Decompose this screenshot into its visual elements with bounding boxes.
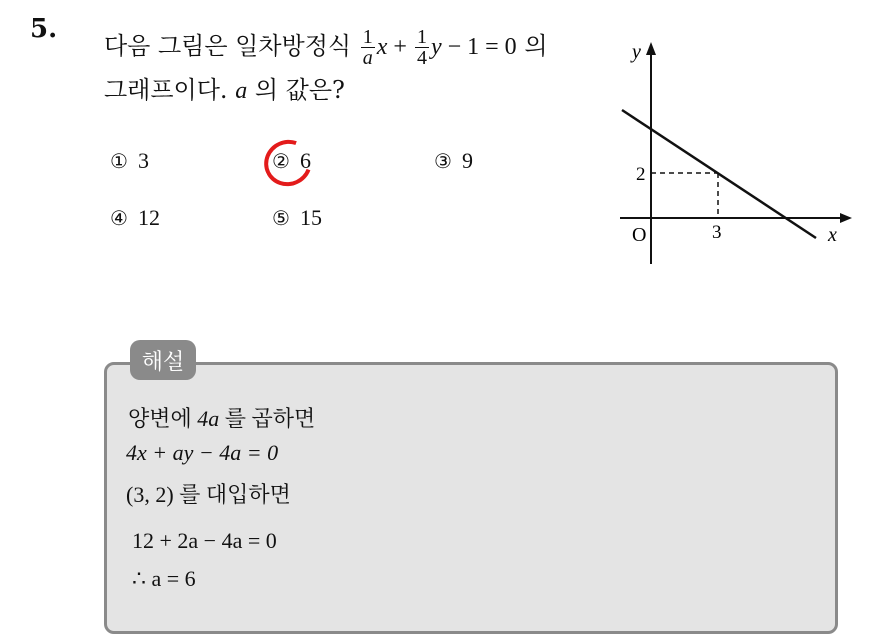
- choice-3[interactable]: [434, 148, 473, 174]
- answer-circle-mark: [257, 132, 320, 194]
- fraction-denominator: a: [362, 47, 373, 69]
- question-line-2: [104, 70, 345, 105]
- choice-value: 3: [137, 148, 149, 173]
- solution-line-3-suffix: 를 대입하면: [179, 482, 291, 507]
- plus-sign: +: [387, 34, 413, 60]
- var-y: y: [430, 34, 442, 60]
- var-a: a: [235, 78, 248, 104]
- line-graph: [600, 28, 860, 273]
- y-tick-label: 2: [636, 164, 646, 185]
- solution-line-3-prefix: (3, 2): [126, 482, 174, 507]
- fraction-denominator: 4: [416, 47, 427, 69]
- solution-line-1-suffix: 를 곱하면: [224, 406, 316, 431]
- choice-1[interactable]: [110, 148, 149, 174]
- solution-tag: 해설: [130, 340, 196, 380]
- solution-line-4: 12 + 2a − 4a = 0: [132, 528, 277, 553]
- var-x: x: [376, 34, 388, 60]
- question-number: 5.: [30, 14, 58, 44]
- fraction-1-over-a: [361, 27, 375, 68]
- solution-line-5: ∴ a = 6: [132, 566, 196, 591]
- choice-value: 9: [461, 148, 473, 173]
- question-line-2-prefix: 그래프이다.: [104, 76, 228, 104]
- choice-value: 6: [299, 148, 311, 173]
- choice-value: 15: [299, 205, 322, 230]
- solution-line-1-math: 4a: [197, 406, 220, 431]
- equation-tail: − 1 = 0: [441, 34, 517, 60]
- choice-mark: ①: [110, 149, 128, 173]
- solution-line-1-prefix: 양변에: [128, 406, 192, 431]
- origin-label: O: [632, 224, 647, 246]
- fraction-numerator: 1: [362, 26, 373, 48]
- question-line-1: [104, 26, 548, 68]
- choice-mark: ⑤: [272, 206, 290, 230]
- solution-line-2: 4x + ay − 4a = 0: [126, 440, 279, 465]
- choice-value: 12: [137, 205, 160, 230]
- x-axis-label: x: [828, 224, 837, 246]
- fraction-numerator: 1: [416, 26, 427, 48]
- choice-4[interactable]: [110, 205, 160, 231]
- solution-line-3: [126, 478, 291, 509]
- question-text-suffix: 의: [524, 32, 548, 60]
- question-line-2-suffix: 의 값은?: [254, 76, 345, 104]
- choice-mark: ②: [272, 149, 290, 173]
- y-axis-arrow: [646, 42, 656, 55]
- choice-mark: ③: [434, 149, 452, 173]
- question-text-prefix: 다음 그림은 일차방정식: [104, 32, 352, 60]
- y-axis-label: y: [632, 41, 641, 63]
- choice-5[interactable]: [272, 205, 322, 231]
- choice-mark: ④: [110, 206, 128, 230]
- x-tick-label: 3: [712, 222, 722, 243]
- fraction-1-over-4: [415, 27, 429, 68]
- x-axis-arrow: [840, 213, 852, 223]
- solution-line-1: [128, 402, 315, 433]
